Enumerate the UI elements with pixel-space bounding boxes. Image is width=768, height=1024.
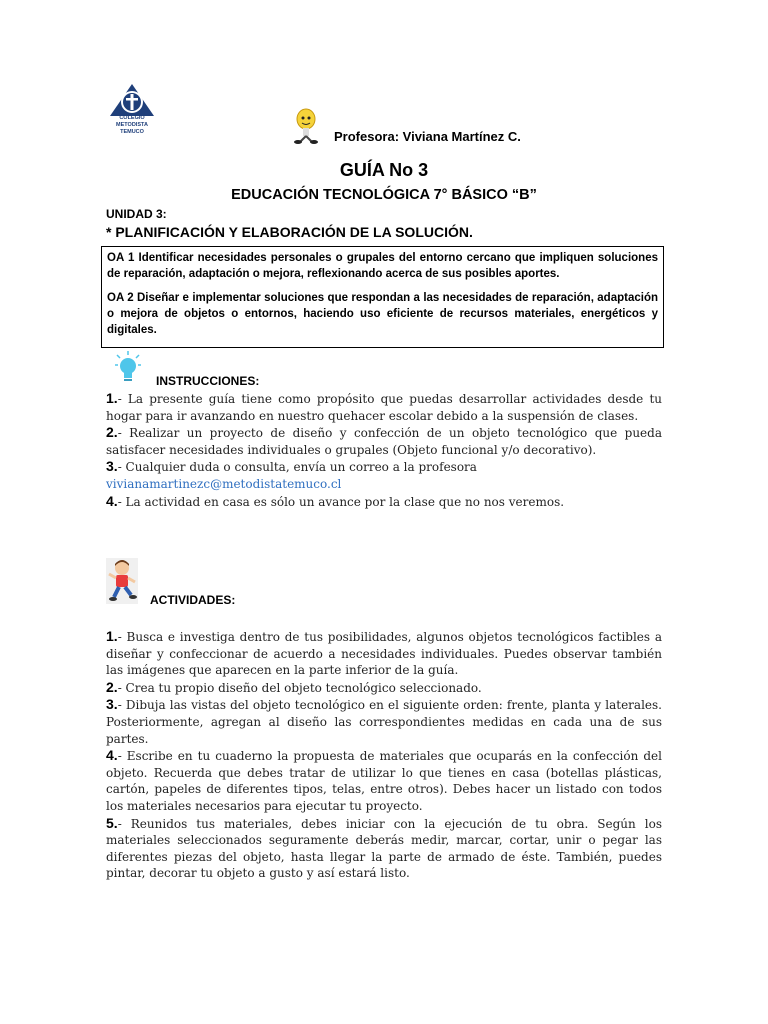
list-item: 3.- Dibuja las vistas del objeto tecnológico en el siguiente orden: frente, planta y laterales. Posteriormente, agregan al diseño las correspondientes medidas en cada una de sus partes. — [106, 696, 662, 746]
list-item: 3.- Cualquier duda o consulta, envía un correo a la profesora vivianamartinezc@metodistatemuco.cl — [106, 458, 477, 491]
instructions-heading: INSTRUCCIONES: — [156, 374, 260, 388]
teacher-line — [334, 129, 521, 144]
unit-label: UNIDAD 3: — [106, 207, 167, 221]
teacher-email-link[interactable]: vivianamartinezc@metodistatemuco.cl — [106, 476, 342, 491]
logo-caption: COLEGIO METODISTA TEMUCO — [116, 115, 148, 135]
objective-oa2: OA 2 Diseñar e implementar soluciones que respondan a las necesidades de reparación, adaptación o mejora de objetos o entornos, haciendo uso eficiente de recursos materiales, energéticos y digitales. — [107, 292, 658, 336]
activities-heading: ACTIVIDADES: — [150, 593, 236, 607]
guide-title: GUÍA No 3 — [339, 160, 429, 180]
list-item: 4.- La actividad en casa es sólo un avance por la clase que no nos veremos. — [106, 492, 565, 509]
list-item: 2.- Crea tu propio diseño del objeto tecnológico seleccionado. — [106, 678, 482, 695]
guide-subtitle: EDUCACIÓN TECNOLÓGICA 7° BÁSICO “B” — [231, 187, 537, 203]
lightbulb-icon — [114, 350, 142, 384]
unit-topic: * PLANIFICACIÓN Y ELABORACIÓN DE LA SOLUCIÓN. — [106, 224, 473, 240]
list-item: 1.- Busca e investiga dentro de tus posibilidades, algunos objetos tecnológicos factibles a diseñar y confeccionar de acuerdo a necesidades individuales. Puedes observar también las imágenes que aparecen en la parte inferior de la guía. — [106, 628, 662, 678]
list-item: 1.- La presente guía tiene como propósito que puedas desarrollar actividades desde tu hogar para ir avanzando en nuestro quehacer escolar debido a la suspensión de clases. — [106, 390, 662, 423]
teacher-label: Profesora: — [334, 129, 400, 144]
list-item: 2.- Realizar un proyecto de diseño y confección de un objeto tecnológico que pueda satisfacer necesidades individuales o grupales (Objeto funcional y/o decorativo). — [106, 424, 662, 457]
mascot-thinking-icon — [289, 108, 323, 144]
instructions-list — [106, 390, 662, 510]
list-item: 4.- Escribe en tu cuaderno la propuesta de materiales que ocuparás en la confección del objeto. Recuerda que debes tratar de utilizar lo que tienes en casa (botellas plásticas, cartón, papeles de diferentes tipos, telas, entre otros). Debes hacer un listado con todos los materiales necesarios para ejecutar tu proyecto. — [106, 747, 662, 813]
running-kid-icon — [106, 558, 138, 604]
objective-oa1: OA 1 Identificar necesidades personales o grupales del entorno cercano que impliquen soluciones de reparación, adaptación o mejora, reflexionando acerca de sus posibles aportes. — [107, 252, 658, 280]
activities-list — [106, 628, 662, 882]
list-item: 5.- Reunidos tus materiales, debes iniciar con la ejecución de tu obra. Según los materiales seleccionados seguramente deberás medir, marcar, cortar, unir o pegar las diferentes piezas del objeto, hasta llegar la parte de armado de éste. También, puedes pintar, decorar tu objeto a gusto y así estará listo. — [106, 814, 662, 881]
teacher-name: Viviana Martínez C. — [402, 129, 521, 144]
objectives-box — [101, 246, 664, 348]
